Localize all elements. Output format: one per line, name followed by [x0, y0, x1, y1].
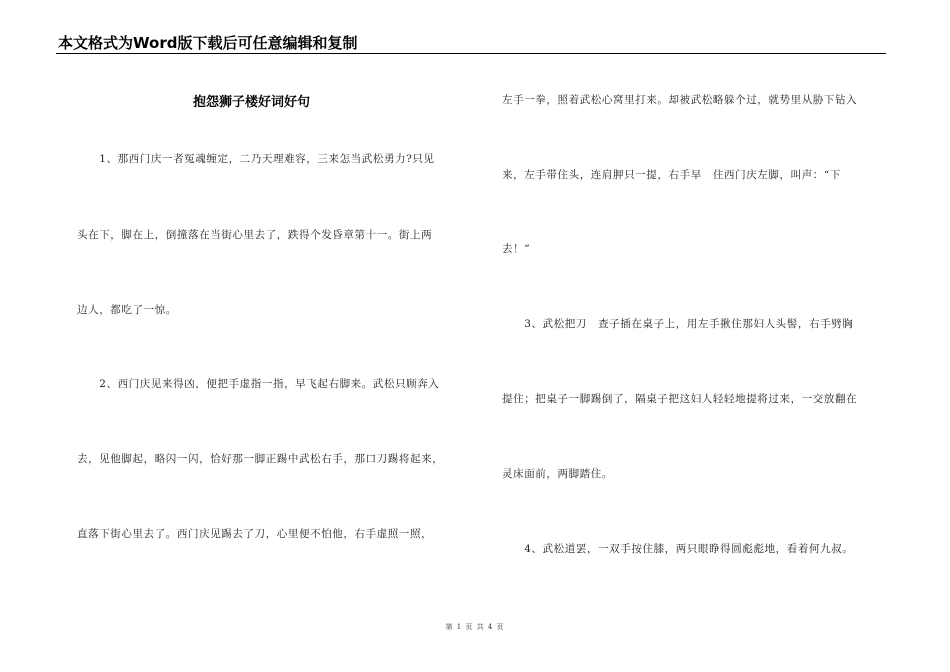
text-line: 提住；把桌子一脚踢倒了，隔桌子把这妇人轻轻地提将过来，一交放翻在	[502, 393, 858, 405]
document-title: 抱怨狮子楼好词好句	[193, 95, 311, 110]
page-indicator: 第 1 页 共 4 页	[445, 623, 505, 631]
text-line: 3、武松把刀 查子插在桌子上，用左手揪住那妇人头髻，右手劈胸	[502, 318, 854, 330]
text-line: 灵床面前，两脚踏住。	[502, 468, 613, 480]
text-line: 直落下街心里去了。西门庆见踢去了刀，心里便不怕他，右手虚照一照，	[77, 528, 433, 540]
text-line: 边人，都吃了一惊。	[77, 304, 177, 316]
text-line: 去！”	[502, 243, 531, 255]
text-line: 头在下，脚在上，倒撞落在当街心里去了，跌得个发昏章第十一。街上两	[77, 229, 433, 241]
text-line: 2、西门庆见来得凶，便把手虚指一指，早飞起右脚来。武松只顾奔入	[77, 378, 440, 390]
header-title: 本文格式为Word版下载后可任意编辑和复制	[58, 34, 358, 52]
text-line: 去，见他脚起，略闪一闪，恰好那一脚正踢中武松右手，那口刀踢将起来，	[77, 453, 444, 465]
text-line: 1、那西门庆一者冤魂缠定，二乃天理难容，三来怎当武松勇力?只见	[77, 153, 435, 165]
text-line: 来，左手带住头，连肩胛只一提，右手早 住西门庆左脚，叫声：“下	[502, 169, 841, 181]
text-line: 左手一拳，照着武松心窝里打来。却被武松略躲个过，就势里从胁下钻入	[502, 94, 858, 106]
text-line: 4、武松道罢，一双手按住膝，两只眼睁得圆彪彪地，看着何九叔。	[502, 543, 854, 555]
left-column	[77, 0, 467, 672]
right-column	[502, 0, 892, 672]
